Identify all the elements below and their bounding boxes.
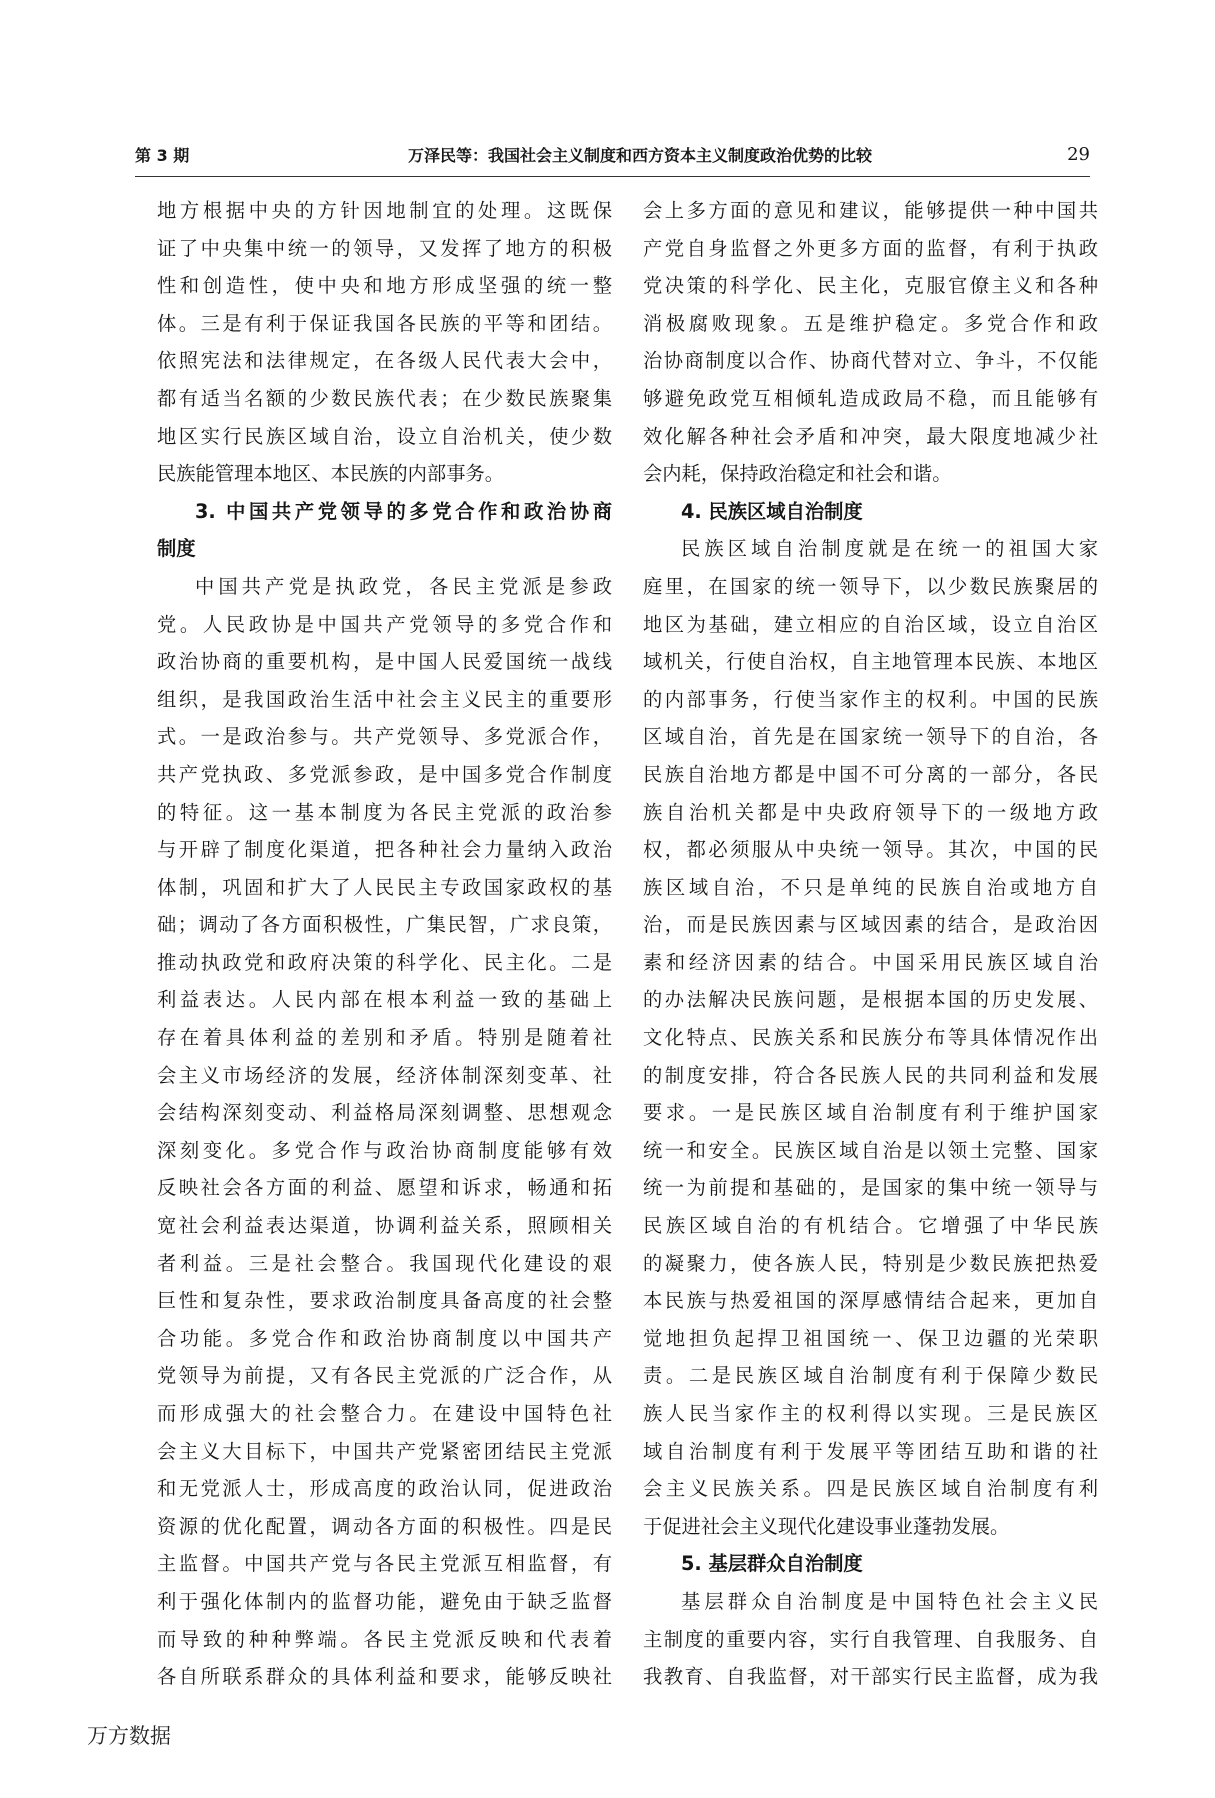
text-line: 推动执政党和政府决策的科学化、民主化。二是	[157, 950, 612, 974]
text-line: 宽社会利益表达渠道，协调利益关系，照顾相关	[157, 1214, 612, 1238]
text-line: 本民族与热爱祖国的深厚感情结合起来，更加自	[643, 1289, 1098, 1313]
text-line: 各自所联系群众的具体利益和要求，能够反映社	[157, 1665, 612, 1689]
text-line: 产党自身监督之外更多方面的监督，有利于执政	[643, 236, 1098, 260]
text-line: 族区域自治，不只是单纯的民族自治或地方自	[643, 875, 1098, 899]
text-line: 体。三是有利于保证我国各民族的平等和团结。	[157, 311, 612, 335]
text-line: 的内部事务，行使当家作主的权利。中国的民族	[643, 687, 1098, 711]
text-line: 素和经济因素的结合。中国采用民族区域自治	[643, 950, 1098, 974]
text-line: 民族自治地方都是中国不可分离的一部分，各民	[643, 762, 1098, 786]
text-line: 而形成强大的社会整合力。在建设中国特色社	[157, 1402, 612, 1425]
text-line: 主制度的重要内容，实行自我管理、自我服务、自	[643, 1627, 1098, 1651]
right-column	[643, 192, 1098, 1696]
text-line: 效化解各种社会矛盾和冲突，最大限度地减少社	[643, 424, 1098, 448]
running-title: 万泽民等：我国社会主义制度和西方资本主义制度政治优势的比较	[407, 145, 872, 165]
text-line: 5. 基层群众自治制度	[681, 1552, 863, 1576]
text-line: 资源的优化配置，调动各方面的积极性。四是民	[157, 1514, 612, 1538]
text-line: 体制，巩固和扩大了人民民主专政国家政权的基	[157, 875, 612, 899]
text-line: 主监督。中国共产党与各民主党派互相监督，有	[157, 1552, 612, 1576]
running-header	[135, 138, 1090, 170]
text-line: 会上多方面的意见和建议，能够提供一种中国共	[643, 199, 1098, 222]
text-line: 要求。一是民族区域自治制度有利于维护国家	[643, 1101, 1098, 1125]
text-line: 地区为基础，建立相应的自治区域，设立自治区	[643, 612, 1098, 636]
text-line: 利益表达。人民内部在根本利益一致的基础上	[157, 988, 612, 1012]
text-line: 族自治机关都是中央政府领导下的一级地方政	[643, 800, 1098, 824]
text-line: 会主义市场经济的发展，经济体制深刻变革、社	[157, 1063, 612, 1087]
text-line: 地方根据中央的方针因地制宜的处理。这既保	[157, 199, 612, 222]
text-line: 深刻变化。多党合作与政治协商制度能够有效	[157, 1138, 612, 1162]
text-line: 的凝聚力，使各族人民，特别是少数民族把热爱	[643, 1251, 1098, 1275]
text-line: 域自治制度有利于发展平等团结互助和谐的社	[643, 1439, 1098, 1463]
text-line: 文化特点、民族关系和民族分布等具体情况作出	[643, 1026, 1098, 1050]
text-line: 党。人民政协是中国共产党领导的多党合作和	[157, 612, 612, 636]
text-line: 责。二是民族区域自治制度有利于保障少数民	[643, 1364, 1098, 1388]
text-line: 巨性和复杂性，要求政治制度具备高度的社会整	[157, 1289, 612, 1313]
text-line: 会主义民族关系。四是民族区域自治制度有利	[643, 1477, 1098, 1501]
left-column	[157, 192, 612, 1696]
text-line: 础；调动了各方面积极性，广集民智，广求良策，	[157, 913, 612, 937]
page-number: 29	[1067, 143, 1090, 165]
text-line: 4. 民族区域自治制度	[681, 499, 863, 523]
text-line: 统一为前提和基础的，是国家的集中统一领导与	[643, 1176, 1098, 1200]
text-line: 庭里，在国家的统一领导下，以少数民族聚居的	[643, 574, 1098, 598]
text-line: 式。一是政治参与。共产党领导、多党派合作，	[157, 725, 612, 749]
text-line: 利于强化体制内的监督功能，避免由于缺乏监督	[157, 1589, 612, 1613]
text-line: 我教育、自我监督，对干部实行民主监督，成为我	[643, 1665, 1098, 1689]
text-line: 消极腐败现象。五是维护稳定。多党合作和政	[643, 311, 1098, 335]
text-line: 基层群众自治制度是中国特色社会主义民	[681, 1589, 1098, 1613]
text-line: 够避免政党互相倾轧造成政局不稳，而且能够有	[643, 386, 1098, 410]
text-line: 族人民当家作主的权利得以实现。三是民族区	[643, 1402, 1098, 1425]
text-line: 民族区域自治的有机结合。它增强了中华民族	[643, 1214, 1098, 1238]
text-line: 共产党执政、多党派参政，是中国多党合作制度	[157, 762, 612, 786]
text-line: 和无党派人士，形成高度的政治认同，促进政治	[157, 1477, 612, 1501]
text-line: 党决策的科学化、民主化，克服官僚主义和各种	[643, 274, 1098, 298]
text-line: 与开辟了制度化渠道，把各种社会力量纳入政治	[157, 838, 612, 862]
text-line: 3. 中国共产党领导的多党合作和政治协商	[195, 499, 612, 523]
text-line: 存在着具体利益的差别和矛盾。特别是随着社	[157, 1026, 612, 1050]
text-line: 权，都必须服从中央统一领导。其次，中国的民	[643, 838, 1098, 862]
text-line: 治协商制度以合作、协商代替对立、争斗，不仅能	[643, 349, 1098, 373]
text-line: 都有适当名额的少数民族代表；在少数民族聚集	[157, 386, 612, 410]
text-line: 反映社会各方面的利益、愿望和诉求，畅通和拓	[157, 1176, 612, 1200]
text-line: 者利益。三是社会整合。我国现代化建设的艰	[157, 1251, 612, 1275]
header-rule	[135, 176, 1090, 177]
text-line: 会结构深刻变动、利益格局深刻调整、思想观念	[157, 1101, 612, 1125]
text-line: 的制度安排，符合各民族人民的共同利益和发展	[643, 1063, 1098, 1087]
text-line: 政治协商的重要机构，是中国人民爱国统一战线	[157, 650, 612, 674]
text-line: 合功能。多党合作和政治协商制度以中国共产	[157, 1326, 612, 1350]
text-line: 性和创造性，使中央和地方形成坚强的统一整	[157, 274, 612, 298]
text-line: 会主义大目标下，中国共产党紧密团结民主党派	[157, 1439, 612, 1463]
text-line: 统一和安全。民族区域自治是以领土完整、国家	[643, 1138, 1098, 1162]
text-line: 党领导为前提，又有各民主党派的广泛合作，从	[157, 1364, 612, 1388]
text-line: 证了中央集中统一的领导，又发挥了地方的积极	[157, 236, 612, 260]
issue-number: 第 3 期	[135, 145, 190, 165]
text-line: 制度	[157, 537, 196, 561]
text-line: 的办法解决民族问题，是根据本国的历史发展、	[643, 988, 1098, 1012]
watermark-text: 万方数据	[87, 1724, 171, 1748]
text-line: 组织，是我国政治生活中社会主义民主的重要形	[157, 687, 612, 711]
text-line: 区域自治，首先是在国家统一领导下的自治，各	[643, 725, 1098, 749]
text-line: 民族区域自治制度就是在统一的祖国大家	[681, 537, 1098, 561]
text-line: 觉地担负起捍卫祖国统一、保卫边疆的光荣职	[643, 1326, 1098, 1350]
text-line: 于促进社会主义现代化建设事业蓬勃发展。	[643, 1514, 1010, 1538]
text-line: 民族能管理本地区、本民族的内部事务。	[157, 462, 505, 486]
text-line: 地区实行民族区域自治，设立自治机关，使少数	[157, 424, 612, 448]
text-line: 域机关，行使自治权，自主地管理本民族、本地区	[643, 650, 1098, 674]
text-line: 的特征。这一基本制度为各民主党派的政治参	[157, 800, 612, 824]
text-line: 会内耗，保持政治稳定和社会和谐。	[643, 462, 952, 486]
text-line: 中国共产党是执政党，各民主党派是参政	[195, 574, 612, 598]
text-line: 而导致的种种弊端。各民主党派反映和代表着	[157, 1627, 612, 1651]
text-line: 治，而是民族因素与区域因素的结合，是政治因	[643, 913, 1098, 937]
text-line: 依照宪法和法律规定，在各级人民代表大会中，	[157, 349, 612, 373]
